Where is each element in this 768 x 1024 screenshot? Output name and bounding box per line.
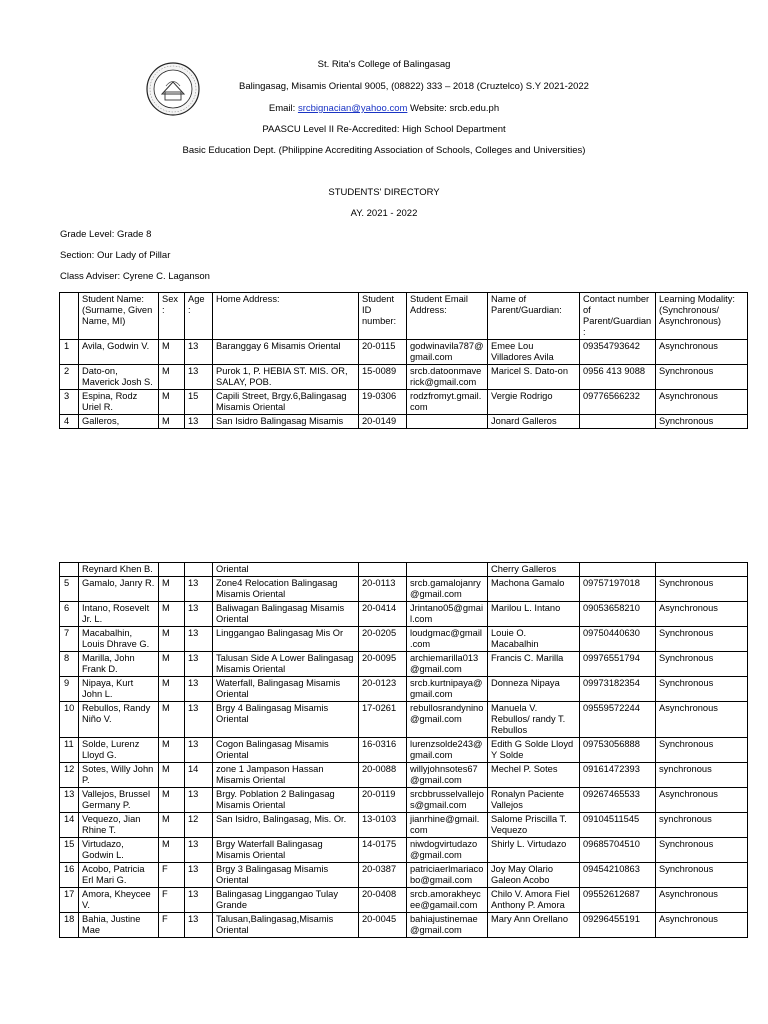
student-email-cell: srcb.datoonmaverick@gmail.com [407, 365, 488, 390]
learning-modality-cell: Asynchronous [656, 702, 748, 738]
learning-modality-cell: Asynchronous [656, 390, 748, 415]
student-id-cell: 20-0088 [359, 763, 407, 788]
column-header-sex: Sex : [159, 293, 185, 340]
student-email-cell: willyjohnsotes67@gmail.com [407, 763, 488, 788]
table-row [60, 652, 748, 677]
department-line: Basic Education Dept. (Philippine Accrediting Association of Schools, Colleges and Universities) [182, 145, 586, 156]
parent-guardian-cell: Jonard Galleros [488, 415, 580, 429]
parent-guardian-cell: Vergie Rodrigo [488, 390, 580, 415]
parent-guardian-cell: Cherry Galleros [488, 563, 580, 577]
contact-number-cell: 09750440630 [580, 627, 656, 652]
contact-number-cell: 09757197018 [580, 577, 656, 602]
home-address-cell: San Isidro Balingasag Misamis [213, 415, 359, 429]
age-cell: 13 [185, 677, 213, 702]
academic-year: AY. 2021 - 2022 [350, 208, 418, 219]
age-cell: 12 [185, 813, 213, 838]
parent-guardian-cell: Donneza Nipaya [488, 677, 580, 702]
parent-guardian-cell: Emee Lou Villadores Avila [488, 340, 580, 365]
student-email-cell: loudgmac@gmail.com [407, 627, 488, 652]
directory-title: STUDENTS' DIRECTORY [328, 187, 440, 198]
row-number-cell: 15 [60, 838, 79, 863]
home-address-cell: Baliwagan Balingasag Misamis Oriental [213, 602, 359, 627]
student-email-cell: niwdogvirtudazo@gmail.com [407, 838, 488, 863]
column-header-student-name: Student Name: (Surname, Given Name, MI) [79, 293, 159, 340]
age-cell: 13 [185, 577, 213, 602]
student-name-cell: Reynard Khen B. [79, 563, 159, 577]
sex-cell: M [159, 602, 185, 627]
row-number-cell: 5 [60, 577, 79, 602]
age-cell: 13 [185, 602, 213, 627]
home-address-cell: Brgy 3 Balingasag Misamis Oriental [213, 863, 359, 888]
parent-guardian-cell: Joy May Olario Galeon Acobo [488, 863, 580, 888]
student-name-cell: Intano, Rosevelt Jr. L. [79, 602, 159, 627]
contact-number-cell: 09776566232 [580, 390, 656, 415]
row-number-cell: 1 [60, 340, 79, 365]
table-row [60, 788, 748, 813]
learning-modality-cell: Synchronous [656, 738, 748, 763]
age-cell: 13 [185, 652, 213, 677]
row-number-cell: 16 [60, 863, 79, 888]
home-address-cell: Waterfall, Balingasag Misamis Oriental [213, 677, 359, 702]
parent-guardian-cell: Mechel P. Sotes [488, 763, 580, 788]
contact-number-cell: 09552612687 [580, 888, 656, 913]
student-name-cell: Amora, Kheycee V. [79, 888, 159, 913]
contact-number-cell [580, 563, 656, 577]
row-number-cell: 2 [60, 365, 79, 390]
parent-guardian-cell: Louie O. Macabalhin [488, 627, 580, 652]
student-id-cell: 14-0175 [359, 838, 407, 863]
learning-modality-cell: synchronous [656, 763, 748, 788]
row-number-cell: 17 [60, 888, 79, 913]
row-number-cell [60, 563, 79, 577]
table-row [60, 913, 748, 938]
age-cell: 13 [185, 415, 213, 429]
age-cell: 13 [185, 913, 213, 938]
school-name: St. Rita's College of Balingasag [317, 59, 451, 70]
table-row [60, 677, 748, 702]
contact-number-cell: 09053658210 [580, 602, 656, 627]
row-number-cell: 6 [60, 602, 79, 627]
age-cell: 13 [185, 702, 213, 738]
home-address-cell: Talusan,Balingasag,Misamis Oriental [213, 913, 359, 938]
parent-guardian-cell: Maricel S. Dato-on [488, 365, 580, 390]
table-row [60, 863, 748, 888]
student-email-cell: rebullosrandynino@gmail.com [407, 702, 488, 738]
email-link[interactable]: srcbignacian@yahoo.com [297, 103, 408, 114]
student-name-cell: Espina, Rodz Uriel R. [79, 390, 159, 415]
learning-modality-cell: Synchronous [656, 863, 748, 888]
students-table-page2 [59, 562, 748, 938]
table-row [60, 390, 748, 415]
table-row [60, 738, 748, 763]
sex-cell: M [159, 738, 185, 763]
contact-number-cell: 09753056888 [580, 738, 656, 763]
sex-cell [159, 563, 185, 577]
column-header-learning-modality: Learning Modality: (Synchronous/ Asynchronous) [656, 293, 748, 340]
parent-guardian-cell: Ronalyn Paciente Vallejos [488, 788, 580, 813]
learning-modality-cell: Synchronous [656, 365, 748, 390]
sex-cell: M [159, 415, 185, 429]
student-name-cell: Vequezo, Jian Rhine T. [79, 813, 159, 838]
home-address-cell: Balingasag Linggangao Tulay Grande [213, 888, 359, 913]
row-number-cell: 12 [60, 763, 79, 788]
home-address-cell: zone 1 Jampason Hassan Misamis Oriental [213, 763, 359, 788]
parent-guardian-cell: Mary Ann Orellano [488, 913, 580, 938]
student-email-cell [407, 415, 488, 429]
student-name-cell: Virtudazo, Godwin L. [79, 838, 159, 863]
sex-cell: F [159, 888, 185, 913]
class-adviser: Class Adviser: Cyrene C. Laganson [60, 271, 210, 282]
student-id-cell [359, 563, 407, 577]
table-row [60, 415, 748, 429]
contact-number-cell: 09267465533 [580, 788, 656, 813]
student-id-cell: 16-0316 [359, 738, 407, 763]
learning-modality-cell: Asynchronous [656, 788, 748, 813]
home-address-cell: Zone4 Relocation Balingasag Misamis Oriental [213, 577, 359, 602]
student-name-cell: Macabalhin, Louis Dhrave G. [79, 627, 159, 652]
contact-number-cell: 09685704510 [580, 838, 656, 863]
column-header-home-address: Home Address: [213, 293, 359, 340]
age-cell: 14 [185, 763, 213, 788]
student-name-cell: Galleros, [79, 415, 159, 429]
parent-guardian-cell: Chilo V. Amora Fiel Anthony P. Amora [488, 888, 580, 913]
sex-cell: M [159, 763, 185, 788]
learning-modality-cell: Asynchronous [656, 913, 748, 938]
sex-cell: M [159, 813, 185, 838]
home-address-cell: Brgy 4 Balingasag Misamis Oriental [213, 702, 359, 738]
age-cell: 13 [185, 365, 213, 390]
sex-cell: M [159, 365, 185, 390]
student-id-cell: 20-0149 [359, 415, 407, 429]
student-email-cell: srcb.kurtnipaya@gmail.com [407, 677, 488, 702]
age-cell: 15 [185, 390, 213, 415]
contact-number-cell: 09976551794 [580, 652, 656, 677]
table-row [60, 627, 748, 652]
accreditation-line: PAASCU Level II Re-Accredited: High School Department [262, 124, 506, 135]
row-number-cell: 7 [60, 627, 79, 652]
learning-modality-cell: Asynchronous [656, 602, 748, 627]
column-header-parent-guardian: Name of Parent/Guardian: [488, 293, 580, 340]
column-header-student-id: Student ID number: [359, 293, 407, 340]
table-row [60, 365, 748, 390]
learning-modality-cell: Synchronous [656, 652, 748, 677]
grade-level: Grade Level: Grade 8 [60, 229, 152, 240]
student-email-cell: srcbbrusselvallejos@gmail.com [407, 788, 488, 813]
table-row [60, 563, 748, 577]
learning-modality-cell: Synchronous [656, 838, 748, 863]
column-header-age: Age : [185, 293, 213, 340]
student-email-cell: patriciaerlmariacobo@gmail.com [407, 863, 488, 888]
row-number-cell: 3 [60, 390, 79, 415]
contact-number-cell: 09973182354 [580, 677, 656, 702]
table-row [60, 340, 748, 365]
student-id-cell: 20-0095 [359, 652, 407, 677]
contact-number-cell: 09296455191 [580, 913, 656, 938]
students-table-page1 [59, 292, 748, 429]
table-row [60, 888, 748, 913]
parent-guardian-cell: Francis C. Marilla [488, 652, 580, 677]
home-address-cell: Capili Street, Brgy.6,Balingasag Misamis Oriental [213, 390, 359, 415]
sex-cell: M [159, 788, 185, 813]
row-number-cell: 13 [60, 788, 79, 813]
sex-cell: M [159, 577, 185, 602]
home-address-cell: Baranggay 6 Misamis Oriental [213, 340, 359, 365]
section-name: Section: Our Lady of Pillar [60, 250, 171, 261]
learning-modality-cell: Synchronous [656, 577, 748, 602]
student-name-cell: Acobo, Patricia Erl Mari G. [79, 863, 159, 888]
student-email-cell: srcb.amorakheycee@gamail.com [407, 888, 488, 913]
student-id-cell: 20-0408 [359, 888, 407, 913]
contact-number-cell: 0956 413 9088 [580, 365, 656, 390]
sex-cell: M [159, 390, 185, 415]
student-name-cell: Marilla, John Frank D. [79, 652, 159, 677]
table-row [60, 838, 748, 863]
row-number-cell: 18 [60, 913, 79, 938]
student-id-cell: 20-0123 [359, 677, 407, 702]
contact-number-cell: 09454210863 [580, 863, 656, 888]
student-name-cell: Bahia, Justine Mae [79, 913, 159, 938]
row-number-cell: 10 [60, 702, 79, 738]
sex-cell: M [159, 340, 185, 365]
table-row [60, 763, 748, 788]
learning-modality-cell [656, 563, 748, 577]
sex-cell: M [159, 652, 185, 677]
student-email-cell: godwinavila787@gmail.com [407, 340, 488, 365]
student-id-cell: 20-0119 [359, 788, 407, 813]
parent-guardian-cell: Marilou L. Intano [488, 602, 580, 627]
student-id-cell: 20-0205 [359, 627, 407, 652]
table-header-row [60, 293, 748, 340]
student-id-cell: 20-0115 [359, 340, 407, 365]
parent-guardian-cell: Edith G Solde Lloyd Y Solde [488, 738, 580, 763]
website-text: Website: srcb.edu.ph [407, 103, 500, 114]
table-row [60, 702, 748, 738]
table-row [60, 602, 748, 627]
sex-cell: M [159, 627, 185, 652]
parent-guardian-cell: Manuela V. Rebullos/ randy T. Rebullos [488, 702, 580, 738]
parent-guardian-cell: Shirly L. Virtudazo [488, 838, 580, 863]
learning-modality-cell: Asynchronous [656, 340, 748, 365]
home-address-cell: Linggangao Balingasag Mis Or [213, 627, 359, 652]
column-header-student-email: Student Email Address: [407, 293, 488, 340]
contact-line [0, 103, 768, 114]
home-address-cell: Brgy Waterfall Balingasag Misamis Oriental [213, 838, 359, 863]
student-id-cell: 20-0387 [359, 863, 407, 888]
sex-cell: M [159, 677, 185, 702]
home-address-cell: Talusan Side A Lower Balingasag Misamis Oriental [213, 652, 359, 677]
student-email-cell: lurenzsolde243@gmail.com [407, 738, 488, 763]
age-cell: 13 [185, 838, 213, 863]
age-cell: 13 [185, 788, 213, 813]
home-address-cell: Oriental [213, 563, 359, 577]
home-address-cell: Brgy. Poblation 2 Balingasag Misamis Oriental [213, 788, 359, 813]
row-number-cell: 4 [60, 415, 79, 429]
student-email-cell: bahiajustinemae@gmail.com [407, 913, 488, 938]
parent-guardian-cell: Machona Gamalo [488, 577, 580, 602]
age-cell: 13 [185, 340, 213, 365]
school-address: Balingasag, Misamis Oriental 9005, (08822) 333 – 2018 (Cruztelco) S.Y 2021-2022 [239, 81, 589, 92]
column-header-row-number [60, 293, 79, 340]
row-number-cell: 14 [60, 813, 79, 838]
table-row [60, 577, 748, 602]
sex-cell: M [159, 702, 185, 738]
student-id-cell: 19-0306 [359, 390, 407, 415]
home-address-cell: San Isidro, Balingasag, Mis. Or. [213, 813, 359, 838]
student-email-cell: archiemarilla013@gmail.com [407, 652, 488, 677]
learning-modality-cell: Synchronous [656, 627, 748, 652]
home-address-cell: Cogon Balingasag Misamis Oriental [213, 738, 359, 763]
student-name-cell: Dato-on, Maverick Josh S. [79, 365, 159, 390]
student-name-cell: Gamalo, Janry R. [79, 577, 159, 602]
email-label: Email: [268, 103, 298, 114]
learning-modality-cell: Synchronous [656, 415, 748, 429]
student-id-cell: 20-0414 [359, 602, 407, 627]
student-name-cell: Rebullos, Randy Niño V. [79, 702, 159, 738]
row-number-cell: 8 [60, 652, 79, 677]
age-cell: 13 [185, 888, 213, 913]
contact-number-cell: 09161472393 [580, 763, 656, 788]
student-name-cell: Avila, Godwin V. [79, 340, 159, 365]
student-name-cell: Sotes, Willy John P. [79, 763, 159, 788]
learning-modality-cell: Asynchronous [656, 888, 748, 913]
age-cell [185, 563, 213, 577]
age-cell: 13 [185, 627, 213, 652]
column-header-contact-number: Contact number of Parent/Guardian: [580, 293, 656, 340]
student-name-cell: Vallejos, Brussel Germany P. [79, 788, 159, 813]
row-number-cell: 11 [60, 738, 79, 763]
student-id-cell: 20-0045 [359, 913, 407, 938]
row-number-cell: 9 [60, 677, 79, 702]
contact-number-cell: 09354793642 [580, 340, 656, 365]
age-cell: 13 [185, 863, 213, 888]
student-email-cell: Jrintano05@gmail.com [407, 602, 488, 627]
parent-guardian-cell: Salome Priscilla T. Vequezo [488, 813, 580, 838]
learning-modality-cell: synchronous [656, 813, 748, 838]
student-email-cell: jianrhine@gmail.com [407, 813, 488, 838]
sex-cell: M [159, 838, 185, 863]
home-address-cell: Purok 1, P. HEBIA ST. MIS. OR, SALAY, POB. [213, 365, 359, 390]
student-id-cell: 20-0113 [359, 577, 407, 602]
student-id-cell: 13-0103 [359, 813, 407, 838]
student-email-cell: rodzfromyt.gmail.com [407, 390, 488, 415]
table-row [60, 813, 748, 838]
age-cell: 13 [185, 738, 213, 763]
contact-number-cell: 09104511545 [580, 813, 656, 838]
student-name-cell: Nipaya, Kurt John L. [79, 677, 159, 702]
contact-number-cell [580, 415, 656, 429]
student-id-cell: 15-0089 [359, 365, 407, 390]
learning-modality-cell: Synchronous [656, 677, 748, 702]
student-email-cell: srcb.gamalojanry@gmail.com [407, 577, 488, 602]
student-name-cell: Solde, Lurenz Lloyd G. [79, 738, 159, 763]
sex-cell: F [159, 913, 185, 938]
student-id-cell: 17-0261 [359, 702, 407, 738]
student-email-cell [407, 563, 488, 577]
sex-cell: F [159, 863, 185, 888]
contact-number-cell: 09559572244 [580, 702, 656, 738]
